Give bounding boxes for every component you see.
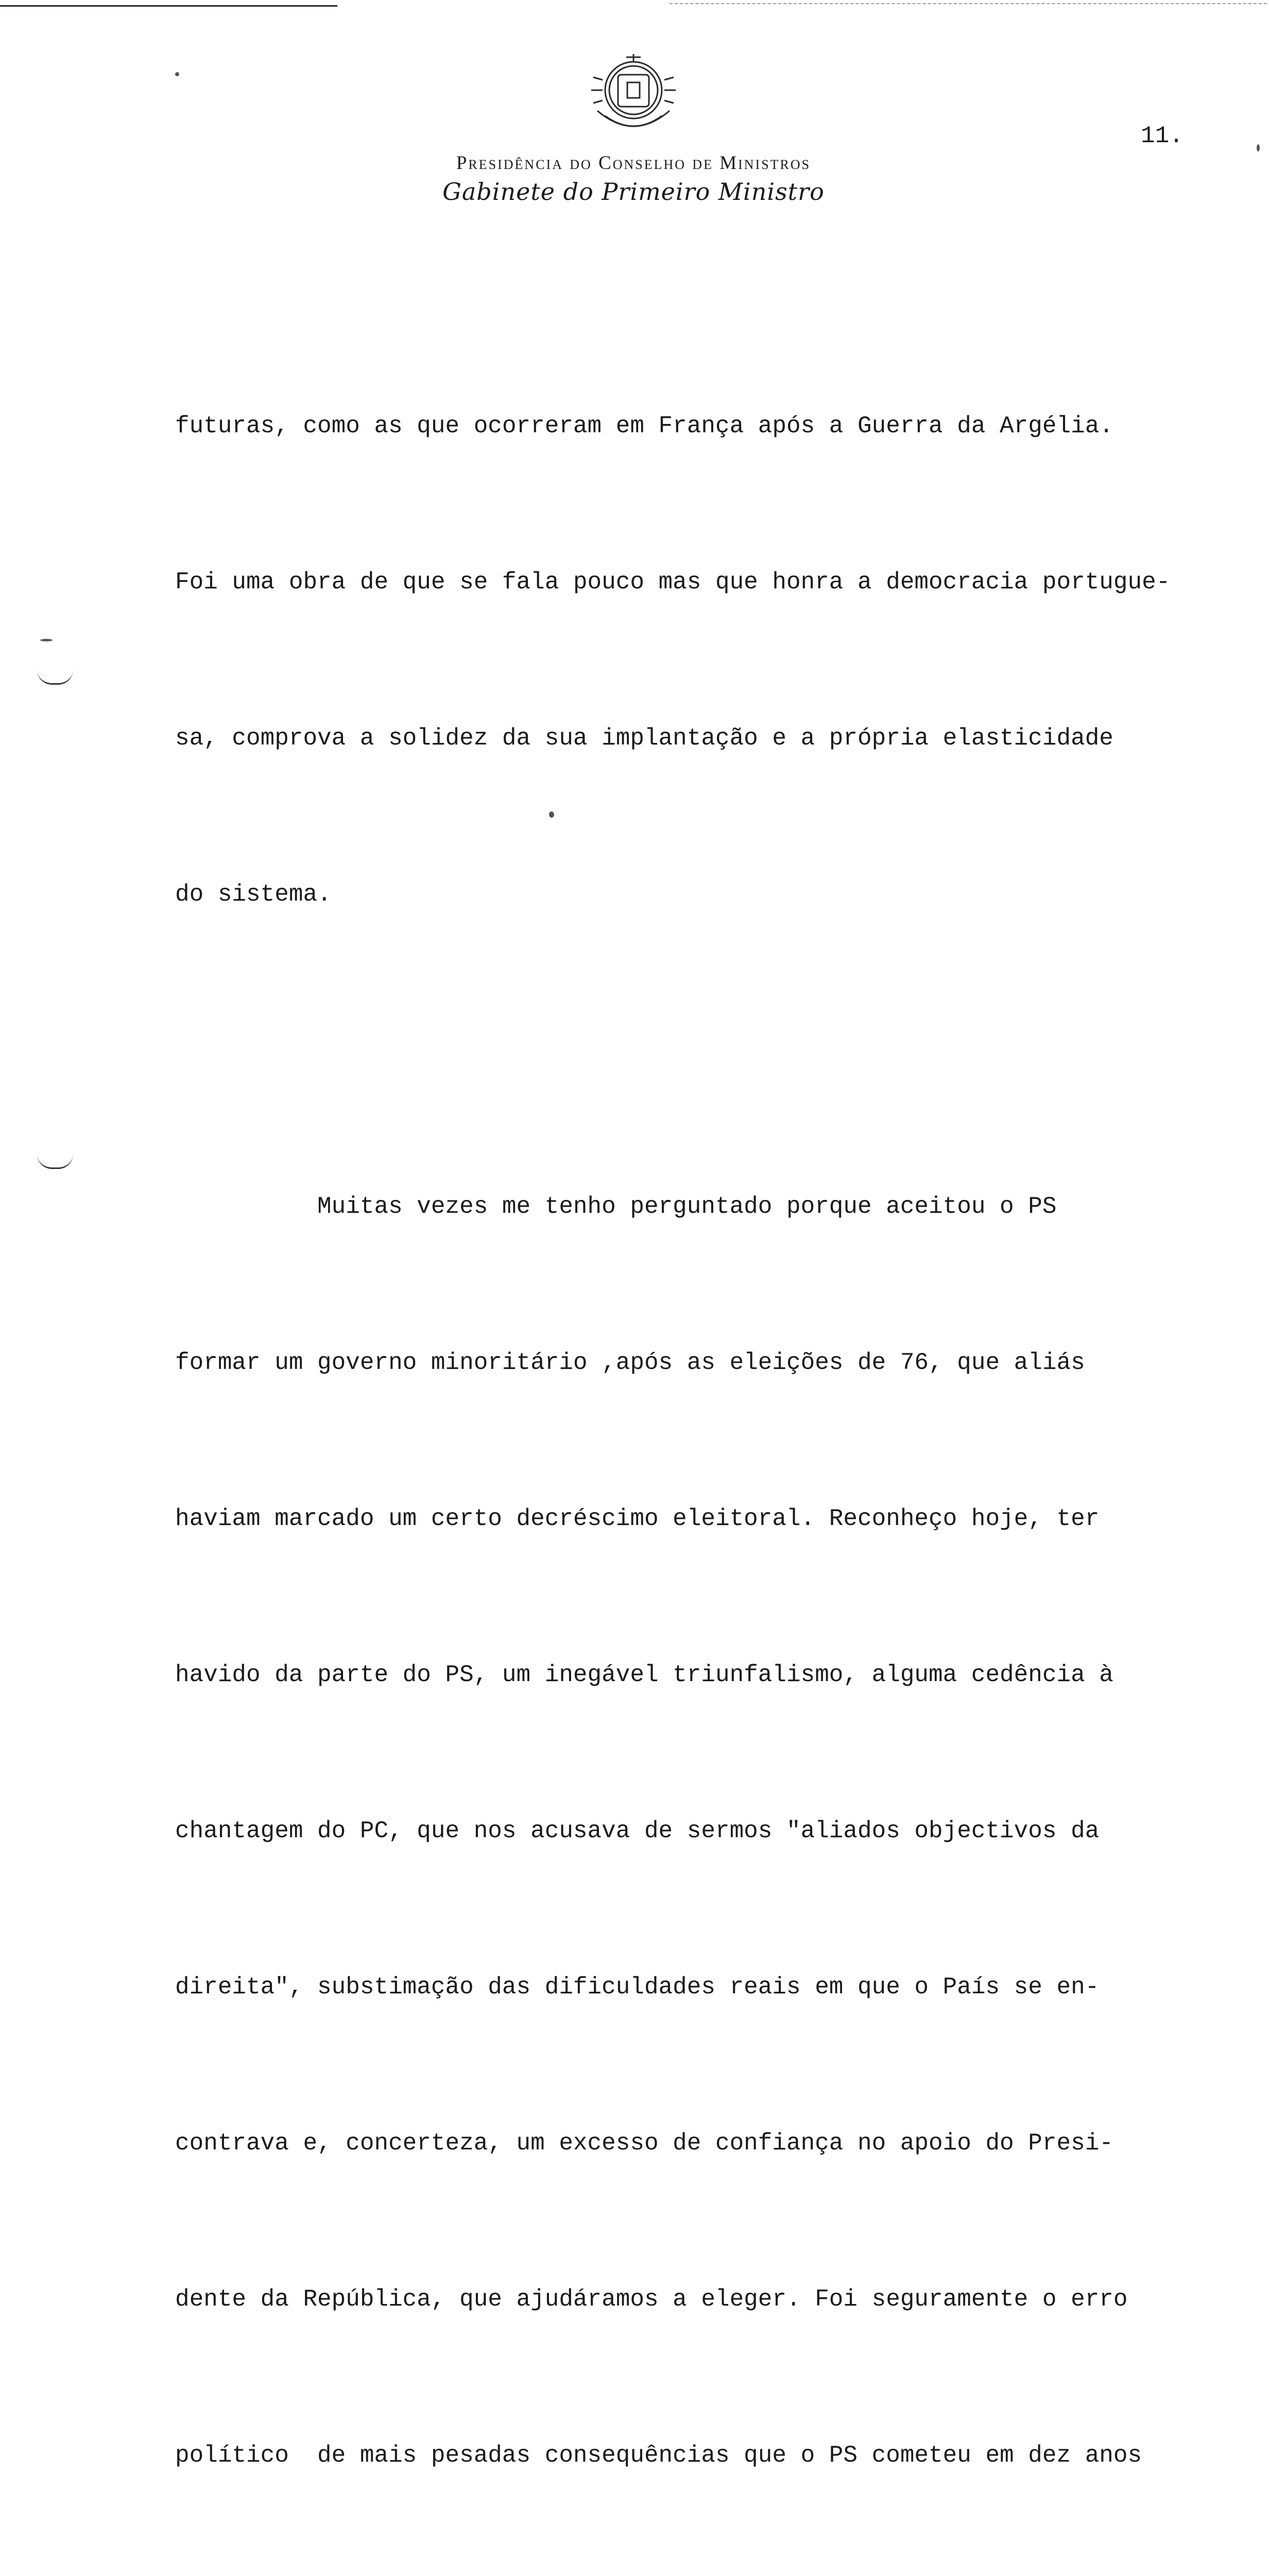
- text-line: futuras, como as que ocorreram em França após a Guerra da Argélia.: [175, 413, 1113, 439]
- text-line: Muitas vezes me tenho perguntado porque aceitou o PS: [175, 1193, 1057, 1220]
- margin-mark: [37, 1154, 73, 1169]
- letterhead-office: Gabinete do Primeiro Ministro: [442, 178, 825, 206]
- letterhead: [309, 49, 958, 224]
- body-text: [175, 296, 1267, 2576]
- scan-speck: [175, 72, 179, 76]
- top-rule: [0, 5, 337, 7]
- scan-speck: [40, 639, 53, 641]
- text-line: haviam marcado um certo decréscimo eleitoral. Reconheço hoje, ter: [175, 1505, 1100, 1532]
- text-line: havido da parte do PS, um inegável triunfalismo, alguma cedência à: [175, 1662, 1113, 1688]
- margin-mark: [37, 670, 73, 685]
- paragraph-1: [175, 296, 1267, 1025]
- text-line: formar um governo minoritário ,após as eleições de 76, que aliás: [175, 1349, 1085, 1376]
- text-line: do sistema.: [175, 881, 332, 908]
- text-line: Foi uma obra de que se fala pouco mas que honra a democracia portugue-: [175, 569, 1171, 596]
- letterhead-organization: Presidência do Conselho de Ministros: [456, 152, 811, 174]
- text-line: direita", substimação das dificuldades reais em que o País se en-: [175, 1974, 1100, 2001]
- text-line: sa, comprova a solidez da sua implantação e a própria elasticidade: [175, 725, 1113, 752]
- scan-speck: [1257, 144, 1260, 151]
- paragraph-2: [175, 1077, 1267, 2576]
- text-line: dente da República, que ajudáramos a eleger. Foi seguramente o erro: [175, 2286, 1128, 2313]
- text-line: político de mais pesadas consequências que o PS cometeu em dez anos: [175, 2442, 1142, 2469]
- coat-of-arms-icon: [582, 49, 685, 142]
- scan-speck: [549, 811, 554, 818]
- page-number: 11.: [1141, 123, 1184, 149]
- text-line: chantagem do PC, que nos acusava de sermos "aliados objectivos da: [175, 1818, 1100, 1844]
- text-line: contrava e, concerteza, um excesso de confiança no apoio do Presi-: [175, 2130, 1113, 2157]
- top-rule-right: [670, 3, 1267, 5]
